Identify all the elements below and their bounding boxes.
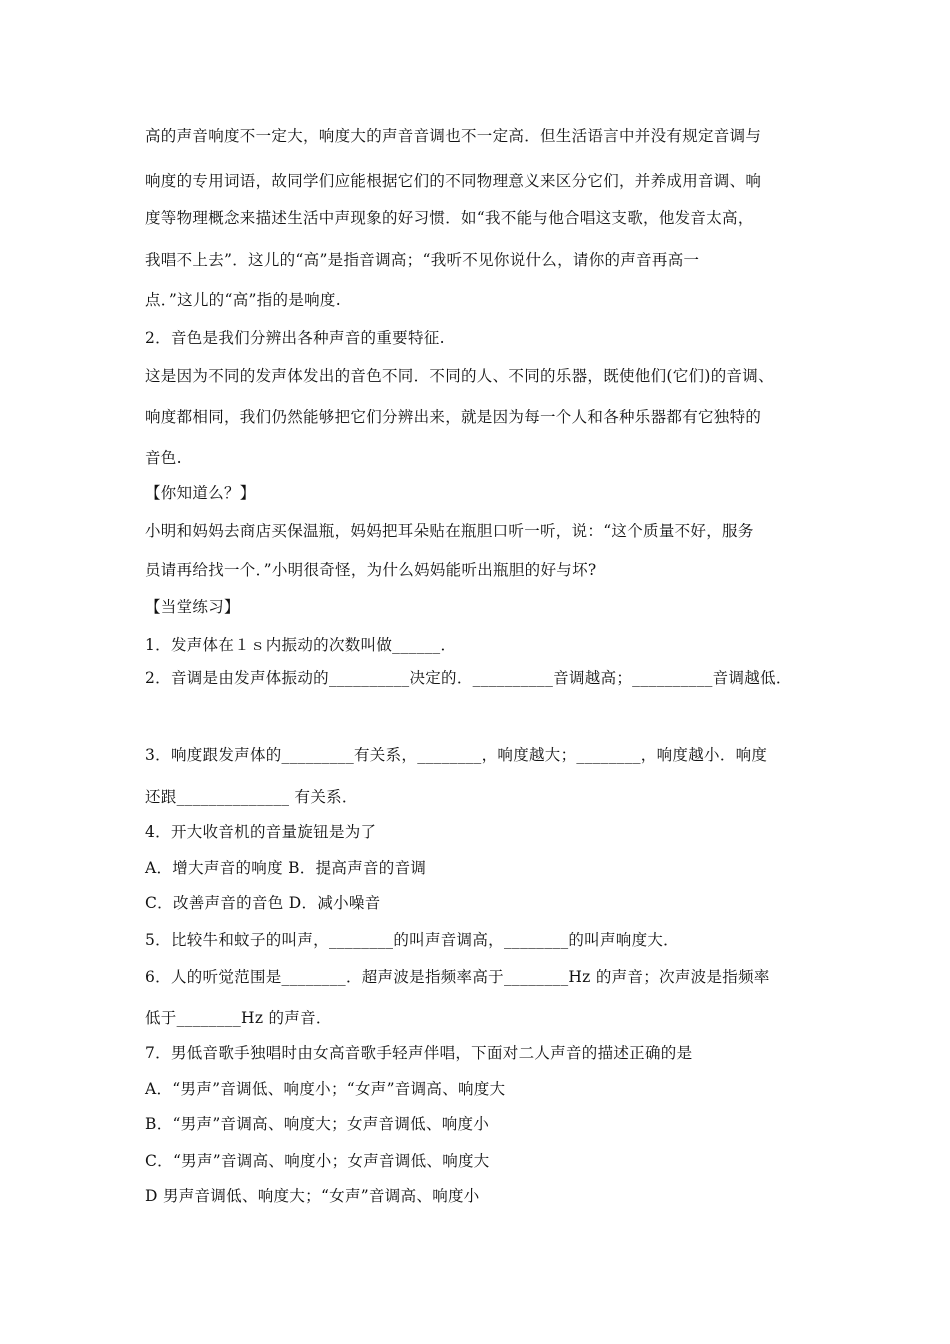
question-2: 2．音调是由发声体振动的__________决定的．__________音调越高；__________音调越低． — [145, 669, 792, 687]
section-heading: 【你知道么？】 — [145, 484, 256, 502]
paragraph-line: 员请再给找一个．”小明很奇怪，为什么妈妈能听出瓶胆的好与坏? — [145, 561, 597, 579]
question-7: 7．男低音歌手独唱时由女高音歌手轻声伴唱，下面对二人声音的描述正确的是 — [145, 1044, 693, 1062]
paragraph-line: 度等物理概念来描述生活中声现象的好习惯．如“我不能与他合唱这支歌，他发音太高， — [145, 209, 754, 227]
option-line: A．“男声”音调低、响度小；“女声”音调高、响度大 — [145, 1080, 506, 1098]
paragraph-line: 响度都相同，我们仍然能够把它们分辨出来，就是因为每一个人和各种乐器都有它独特的 — [145, 408, 762, 426]
question-3-cont: 还跟______________ 有关系． — [145, 788, 358, 806]
paragraph-line: 高的声音响度不一定大，响度大的声音音调也不一定高．但生活语言中并没有规定音调与 — [145, 127, 762, 145]
paragraph-line: 点．”这儿的“高”指的是响度. — [145, 291, 341, 309]
question-4: 4．开大收音机的音量旋钮是为了 — [145, 823, 377, 841]
paragraph-line: 我唱不上去”．这儿的“高”是指音调高；“我听不见你说什么，请你的声音再高一 — [145, 251, 700, 269]
point-title: 2．音色是我们分辨出各种声音的重要特征. — [145, 329, 445, 347]
option-line: A．增大声音的响度 B．提高声音的音调 — [145, 859, 427, 877]
question-3: 3．响度跟发声体的_________有关系，________，响度越大；________，响度越小．响度 — [145, 746, 768, 764]
question-5: 5．比较牛和蚊子的叫声，________的叫声音调高，________的叫声响度大． — [145, 931, 679, 949]
question-6: 6．人的听觉范围是________．超声波是指频率高于________Hz 的声音；次声波是指频率 — [145, 968, 770, 986]
question-6-cont: 低于________Hz 的声音． — [145, 1009, 332, 1027]
option-line: D 男声音调低、响度大；“女声”音调高、响度小 — [145, 1187, 480, 1205]
option-line: C．“男声”音调高、响度小；女声音调低、响度大 — [145, 1152, 490, 1170]
option-line: C．改善声音的音色 D．减小噪音 — [145, 894, 381, 912]
section-heading: 【当堂练习】 — [145, 598, 240, 616]
paragraph-line: 响度的专用词语，故同学们应能根据它们的不同物理意义来区分它们，并养成用音调、响 — [145, 172, 762, 190]
paragraph-line: 这是因为不同的发声体发出的音色不同．不同的人、不同的乐器，既使他们(它们)的音调、 — [145, 367, 774, 385]
paragraph-line: 小明和妈妈去商店买保温瓶，妈妈把耳朵贴在瓶胆口听一听，说：“这个质量不好，服务 — [145, 522, 754, 540]
question-1: 1．发声体在１ｓ内振动的次数叫做______． — [145, 636, 457, 654]
paragraph-line: 音色. — [145, 449, 182, 467]
option-line: B．“男声”音调高、响度大；女声音调低、响度小 — [145, 1115, 490, 1133]
